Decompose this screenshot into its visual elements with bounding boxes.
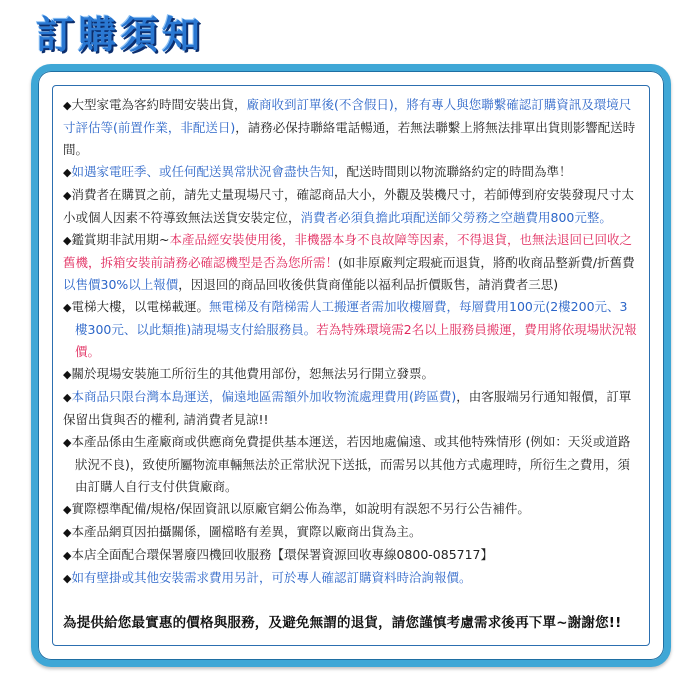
notice-item <box>63 386 637 431</box>
diamond-bullet-icon: ◆ <box>63 166 72 179</box>
notice-text-plain: 鑑賞期非試用期~ <box>71 232 170 247</box>
diamond-bullet-icon: ◆ <box>63 503 72 516</box>
notice-text-plain: 關於現場安裝施工所衍生的其他費用部份，恕無法另行開立發票。 <box>71 366 434 381</box>
notice-text-plain: 電梯大樓，以電梯載運。 <box>71 299 209 314</box>
notice-text-plain: 實際標準配備/規格/保固資訊以原廠官網公佈為準，如說明有誤恕不另行公告補件。 <box>71 501 530 516</box>
diamond-bullet-icon: ◆ <box>63 436 72 449</box>
notice-frame <box>31 64 671 667</box>
notice-item <box>63 296 637 363</box>
page-title: 訂購須知 <box>36 13 205 57</box>
diamond-bullet-icon: ◆ <box>63 526 72 539</box>
diamond-bullet-icon: ◆ <box>63 189 72 202</box>
diamond-bullet-icon: ◆ <box>63 572 72 585</box>
notice-box <box>52 85 650 646</box>
diamond-bullet-icon: ◆ <box>63 301 72 314</box>
notice-text-plain: 大型家電為客約時間安裝出貨， <box>71 97 247 112</box>
notice-text-plain: (如非原廠判定瑕疵而退貨，將酌收商品整新費/折舊費 <box>338 255 635 270</box>
notice-text-blue: 無電梯及有階梯需人工搬運者需加收樓層費，每層費用100元(2樓200元、3樓300元、以此類推)請現場支付給服務員。 <box>75 299 628 337</box>
diamond-bullet-icon: ◆ <box>63 99 72 112</box>
notice-text-plain: ，因退回的商品回收後供貨商僅能以福利品折價販售，請消費者三思) <box>178 277 559 292</box>
notice-text-plain: ，配送時間則以物流聯絡約定的時間為準！ <box>333 164 572 179</box>
diamond-bullet-icon: ◆ <box>63 549 72 562</box>
notice-item <box>63 184 637 229</box>
notice-text-blue: 以售價30%以上報價 <box>63 277 179 292</box>
notice-text-blue: 消費者必須負擔此項配送師父勞務之空趟費用800元整。 <box>300 210 612 225</box>
notice-item <box>63 431 637 498</box>
footer-note: 為提供給您最實惠的價格與服務，及避免無謂的退貨，請您謹慎考慮需求後再下單~謝謝您!! <box>63 615 622 631</box>
notice-text-plain: 本店全面配合環保署廢四機回收服務【環保署資源回收專線0800-085717】 <box>71 547 494 562</box>
notice-item <box>63 544 637 567</box>
diamond-bullet-icon: ◆ <box>63 391 72 404</box>
notice-text-blue: 如遇家電旺季、或任何配送異常狀況會盡快告知 <box>71 164 334 179</box>
notice-text-red: 本產品經安裝使用後，非機器本身不良故障等因素，不得退貨，也無法退回已回收之舊機，拆箱安裝前請務必確認機型是否為您所需！ <box>63 232 632 270</box>
diamond-bullet-icon: ◆ <box>63 234 72 247</box>
notice-text-plain: 本產品係由生產廠商或供應商免費提供基本運送，若因地處偏遠、或其他特殊情形 (例如：天災或道路狀況不良)，致使所屬物流車輛無法於正常狀況下送抵，而需另以其他方式處理時，所衍生之費用，須由訂購人自行支付供貨廠商。 <box>71 434 631 494</box>
notice-item <box>63 161 637 184</box>
diamond-bullet-icon: ◆ <box>63 368 72 381</box>
notice-item <box>63 521 637 544</box>
notice-text-blue: 如有壁掛或其他安裝需求費用另計，可於專人確認訂購資料時洽詢報價。 <box>71 570 472 585</box>
notice-text-plain: ，請務必保持聯絡電話暢通，若無法聯繫上將無法排單出貨則影響配送時間。 <box>63 120 636 157</box>
notice-text-plain: 本產品網頁因拍攝關係，圖檔略有差異，實際以廠商出貨為主。 <box>71 524 422 539</box>
notice-item <box>63 94 637 161</box>
notice-item <box>63 363 637 386</box>
notice-item <box>63 567 637 590</box>
notice-list <box>63 94 637 590</box>
notice-item <box>63 229 637 296</box>
notice-text-plain: ，由客服端另行通知報價，訂單保留出貨與否的權利, 請消費者見諒!! <box>63 389 632 427</box>
notice-text-blue: 廠商收到訂單後(不含假日)，將有專人與您聯繫確認訂購資訊及環境尺寸評估等(前置作業，非配送日) <box>63 97 632 135</box>
notice-item <box>63 498 637 521</box>
notice-text-plain: 消費者在購買之前，請先丈量現場尺寸，確認商品大小，外觀及裝機尺寸，若師傅到府安裝發現尺寸太小或個人因素不符導致無法送貨安裝定位， <box>63 187 634 225</box>
notice-text-red: 若為特殊環境需2名以上服務員搬運，費用將依現場狀況報價。 <box>75 322 637 359</box>
notice-text-blue: 本商品只限台灣本島運送，偏遠地區需額外加收物流處理費用(跨區費) <box>71 389 457 404</box>
